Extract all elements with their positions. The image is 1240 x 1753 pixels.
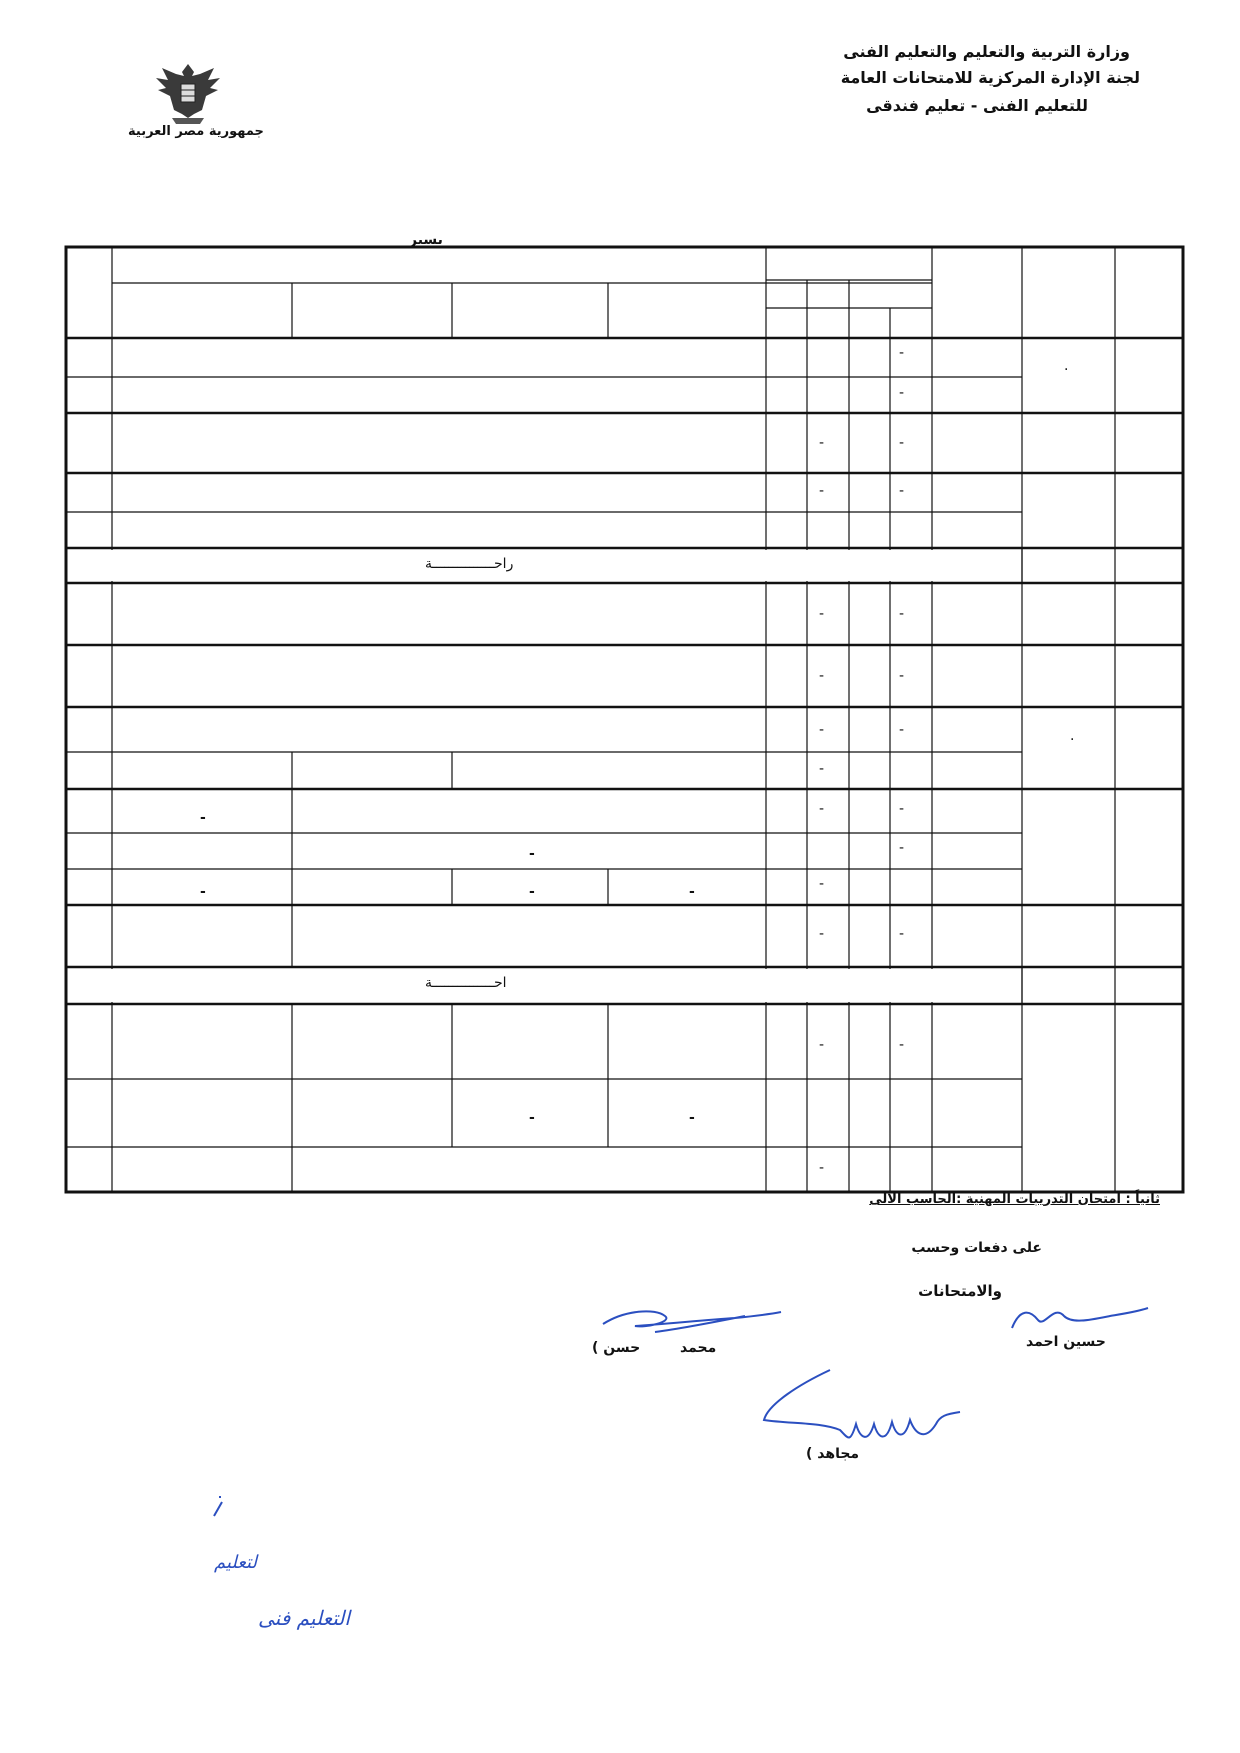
department-title: للتعليم الفنى - تعليم فندقى xyxy=(866,96,1088,115)
dash-mark: - xyxy=(819,926,825,942)
dash-mark: - xyxy=(899,840,905,856)
dash-mark: - xyxy=(819,1037,825,1053)
dash-mark: - xyxy=(819,435,825,451)
dash-mark: - xyxy=(200,810,206,826)
stamp-line-1: لتعليم xyxy=(214,1552,257,1573)
dash-mark: - xyxy=(819,1160,825,1176)
dash-mark: - xyxy=(899,606,905,622)
signature-middle-name2: حسن ) xyxy=(592,1340,641,1356)
dash-mark: - xyxy=(899,345,905,361)
dot-mark: . xyxy=(1064,358,1069,374)
signature-bottom-name: مجاهد ) xyxy=(806,1446,860,1462)
dash-mark: - xyxy=(899,435,905,451)
dash-mark: - xyxy=(899,1037,905,1053)
signature-right-name: حسين احمد xyxy=(1026,1334,1106,1350)
seal-caption: جمهورية مصر العربية xyxy=(128,124,264,139)
dash-mark: - xyxy=(689,1110,695,1126)
dash-mark: - xyxy=(689,884,695,900)
dash-mark: - xyxy=(899,801,905,817)
dash-mark: - xyxy=(819,483,825,499)
ministry-title: وزارة التربية والتعليم والتعليم الفنى xyxy=(843,42,1130,61)
dash-mark: - xyxy=(819,801,825,817)
dash-mark: - xyxy=(529,1110,535,1126)
break-row-label: راحـــــــــــــــة xyxy=(425,556,514,572)
dash-mark: - xyxy=(819,606,825,622)
signature-middle-name: محمد xyxy=(680,1340,717,1356)
batches-note: على دفعات وحسب xyxy=(911,1240,1042,1256)
pen-tick-mark xyxy=(208,1494,228,1524)
dash-mark: - xyxy=(529,884,535,900)
dash-mark: - xyxy=(819,722,825,738)
dash-mark: - xyxy=(899,926,905,942)
dash-mark: - xyxy=(899,722,905,738)
signature-bottom xyxy=(760,1364,970,1458)
dash-mark: - xyxy=(529,846,535,862)
table-top-label: يسير xyxy=(409,232,443,248)
exams-note: والامتحانات xyxy=(918,1282,1002,1300)
dash-mark: - xyxy=(899,668,905,684)
dot-mark: . xyxy=(1070,728,1075,744)
dash-mark: - xyxy=(819,668,825,684)
dash-mark: - xyxy=(200,884,206,900)
dash-mark: - xyxy=(819,761,825,777)
break-row-label: احـــــــــــــــة xyxy=(425,975,507,991)
dash-mark: - xyxy=(819,876,825,892)
committee-title: لجنة الإدارة المركزية للامتحانات العامة xyxy=(840,68,1140,87)
dash-mark: - xyxy=(899,385,905,401)
stamp-line-2: التعليم فنى xyxy=(258,1606,350,1630)
dash-mark: - xyxy=(899,483,905,499)
second-exam-note: ثانياً : امتحان التدريبات المهنية :الحاسب الآلى xyxy=(869,1192,1160,1207)
